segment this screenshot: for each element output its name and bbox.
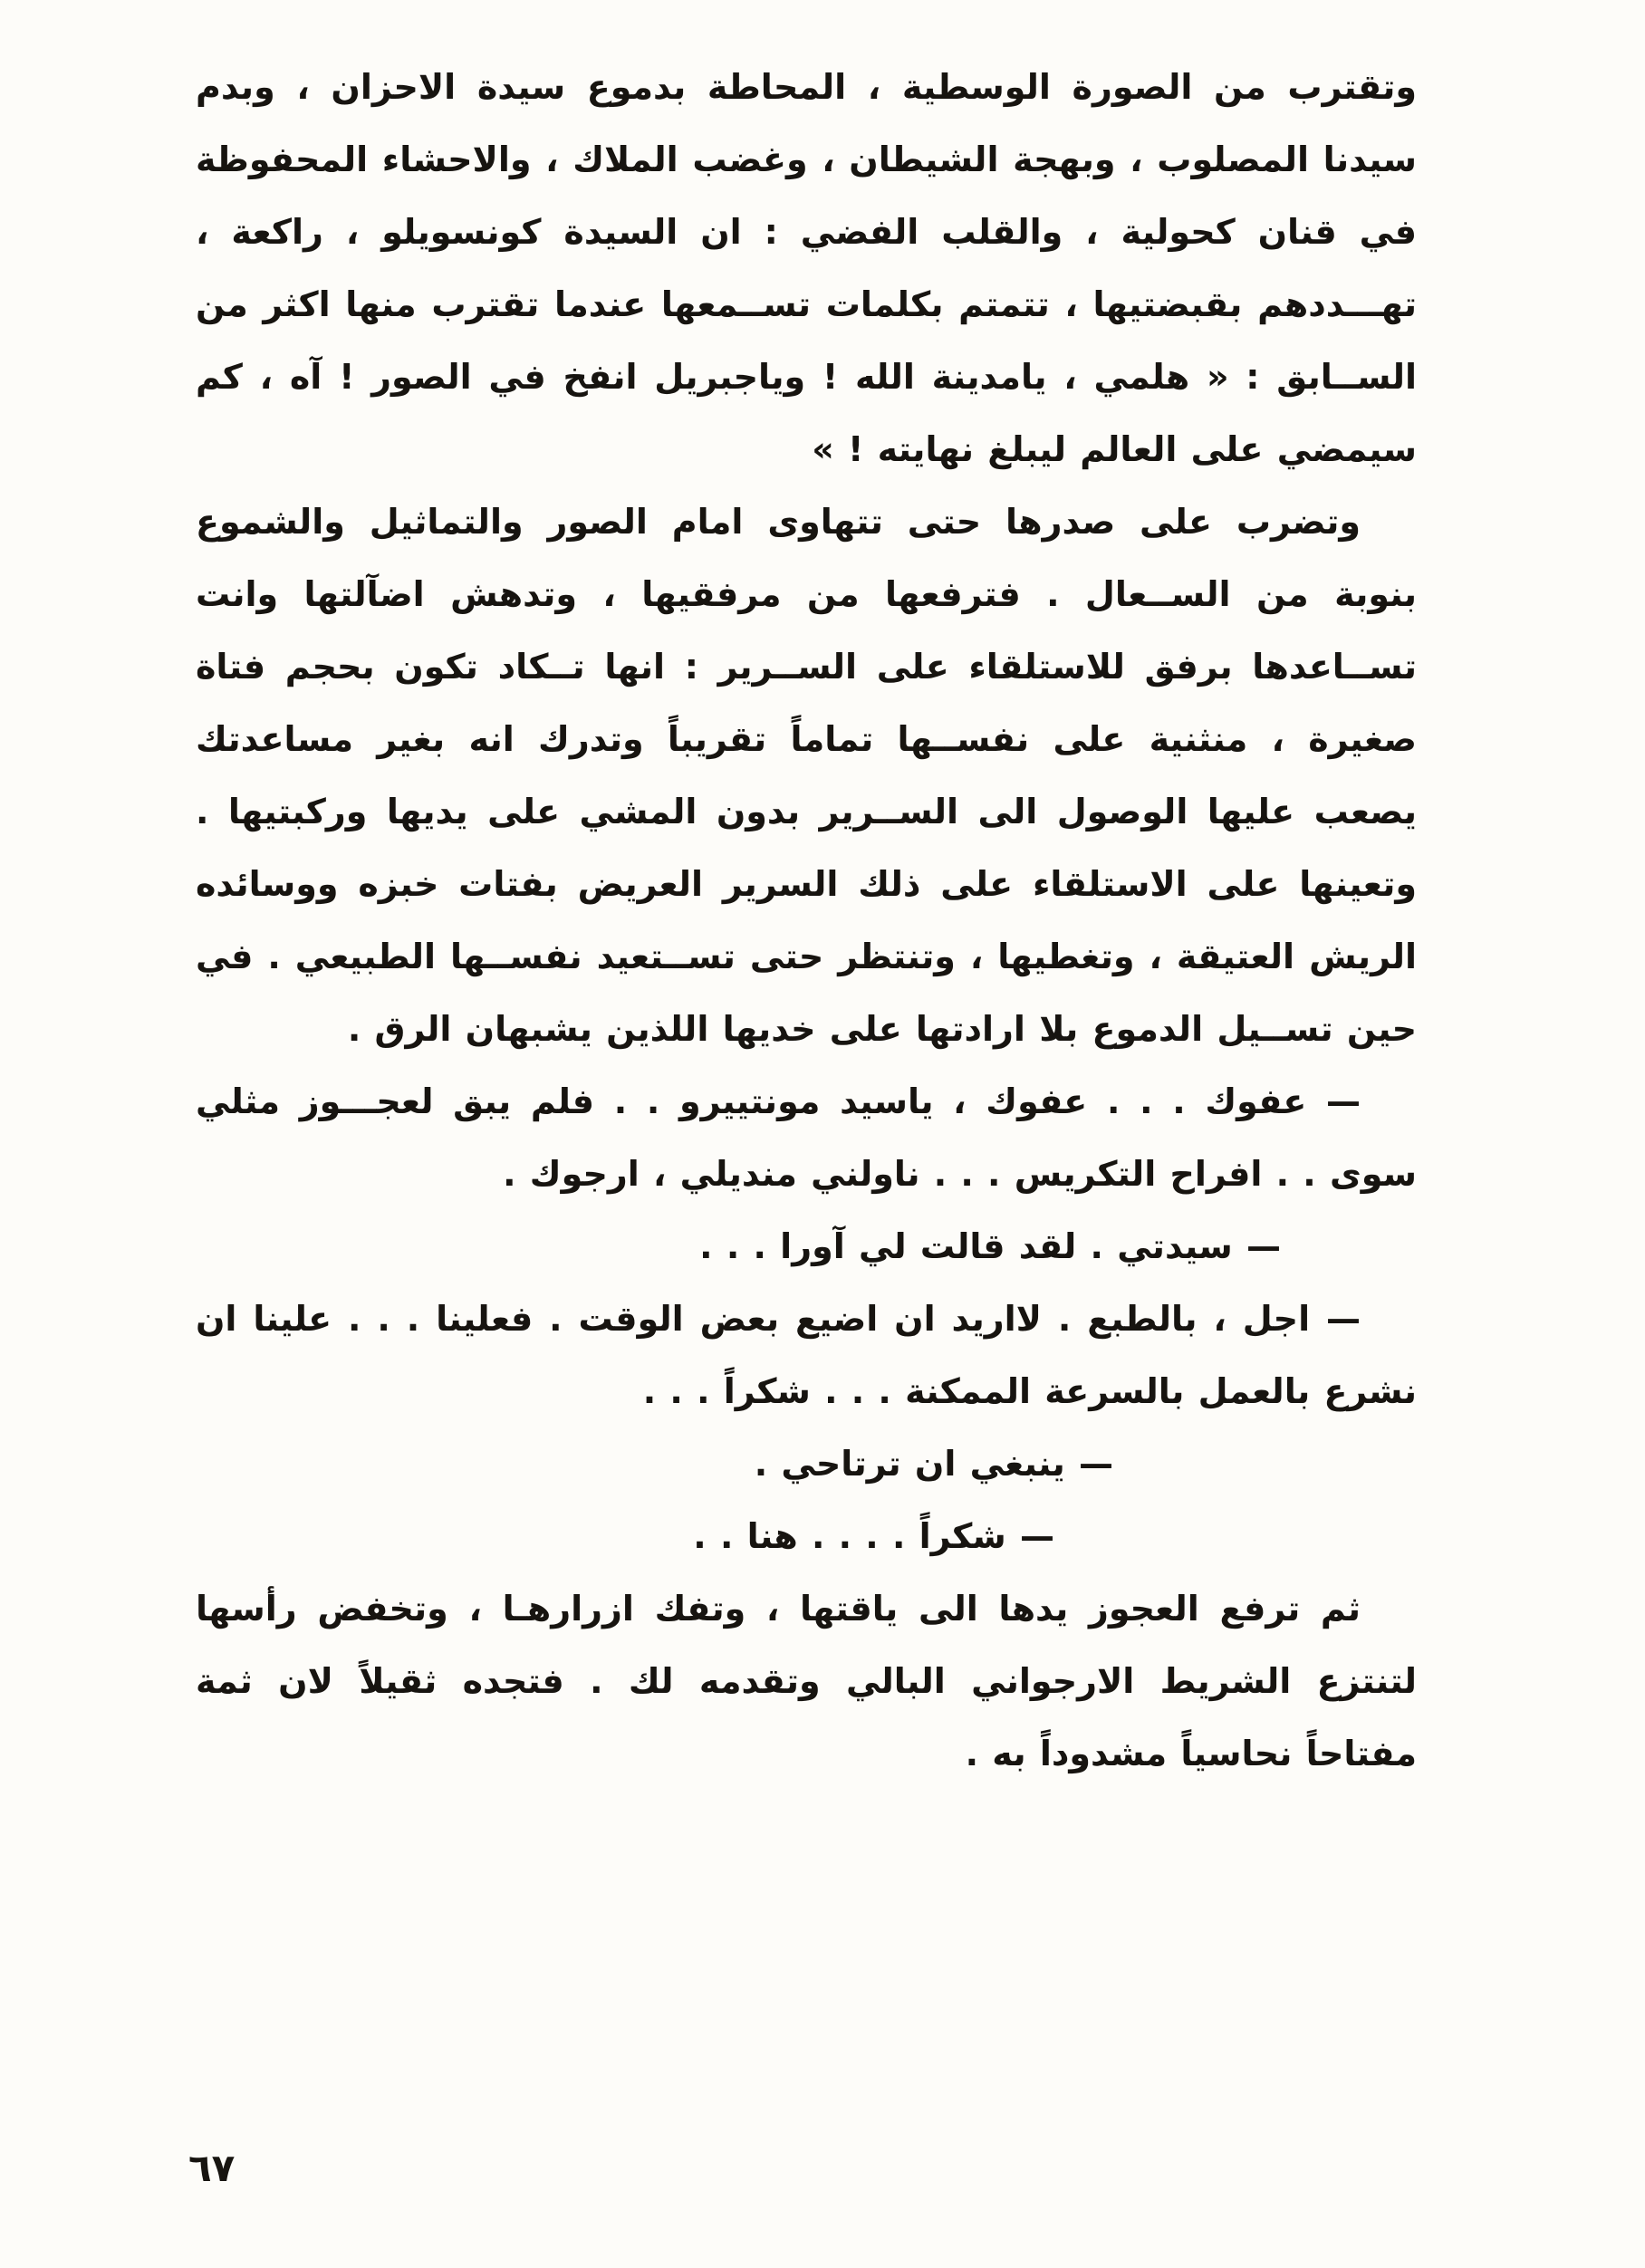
dialogue-line-3: — اجل ، بالطبع . لااريد ان اضيع بعض الوقت . فعلينا . . . علينا ان نشرع بالعمل بالسرعة الممكنة . . . شكراً . . . — [196, 1299, 1417, 1411]
dialogue-line-5: — شكراً . . . . هنا . . — [693, 1516, 1054, 1556]
paragraph-narration-2: وتضرب على صدرها حتى تتهاوى امام الصور والتماثيل والشموع بنوبة من الســعال . فترفعها من مرفقيها ، وتدهش اضآلتها وانت تســاعدها برفق للاستلقاء على الســرير : انها تــكاد تكون بحجم فتاة صغيرة ، منثنية على نفســها تماماً تقريباً وتدرك انه بغير مساعدتك يصعب عليها الوصول الى الســرير بدون المشي على يديها وركبتيها . وتعينها على الاستلقاء على ذلك السرير العريض بفتات خبزه ووسائده الريش العتيقة ، وتغطيها ، وتنتظر حتى تســتعيد نفســها الطبيعي . في حين تســيل الدموع بلا ارادتها على خديها اللذين يشبهان الرق . — [196, 502, 1417, 1049]
page-number: ٦٧ — [188, 2146, 236, 2190]
dialogue-line-4: — ينبغي ان ترتاحي . — [754, 1444, 1113, 1484]
dialogue-line-1: — عفوك . . . عفوك ، ياسيد مونتييرو . . فلم يبق لعجـــوز مثلي سوى . . افراح التكريس . . . ناولني منديلي ، ارجوك . — [196, 1081, 1417, 1194]
paragraph-narration-3: ثم ترفع العجوز يدها الى ياقتها ، وتفك ازرارهـا ، وتخفض رأسها لتنتزع الشريط الارجواني البالي وتقدمه لك . فتجده ثقيلاً لان ثمة مفتاحاً نحاسياً مشدوداً به . — [196, 1589, 1417, 1773]
dialogue-line-2: — سيدتي . لقد قالت لي آورا . . . — [699, 1226, 1281, 1266]
page-text-block — [196, 51, 1417, 1790]
paragraph-narration-1: وتقترب من الصورة الوسطية ، المحاطة بدموع سيدة الاحزان ، وبدم سيدنا المصلوب ، وبهجة الشيطان ، وغضب الملاك ، والاحشاء المحفوظة في قنان كحولية ، والقلب الفضي : ان السيدة كونسويلو ، راكعة ، تهـــددهم بقبضتيها ، تتمتم بكلمات تســمعها عندما تقترب منها اكثر من الســابق : « هلمي ، يامدينة الله ! وياجبريل انفخ في الصور ! آه ، كم سيمضي على العالم ليبلغ نهايته ! » — [196, 67, 1417, 469]
